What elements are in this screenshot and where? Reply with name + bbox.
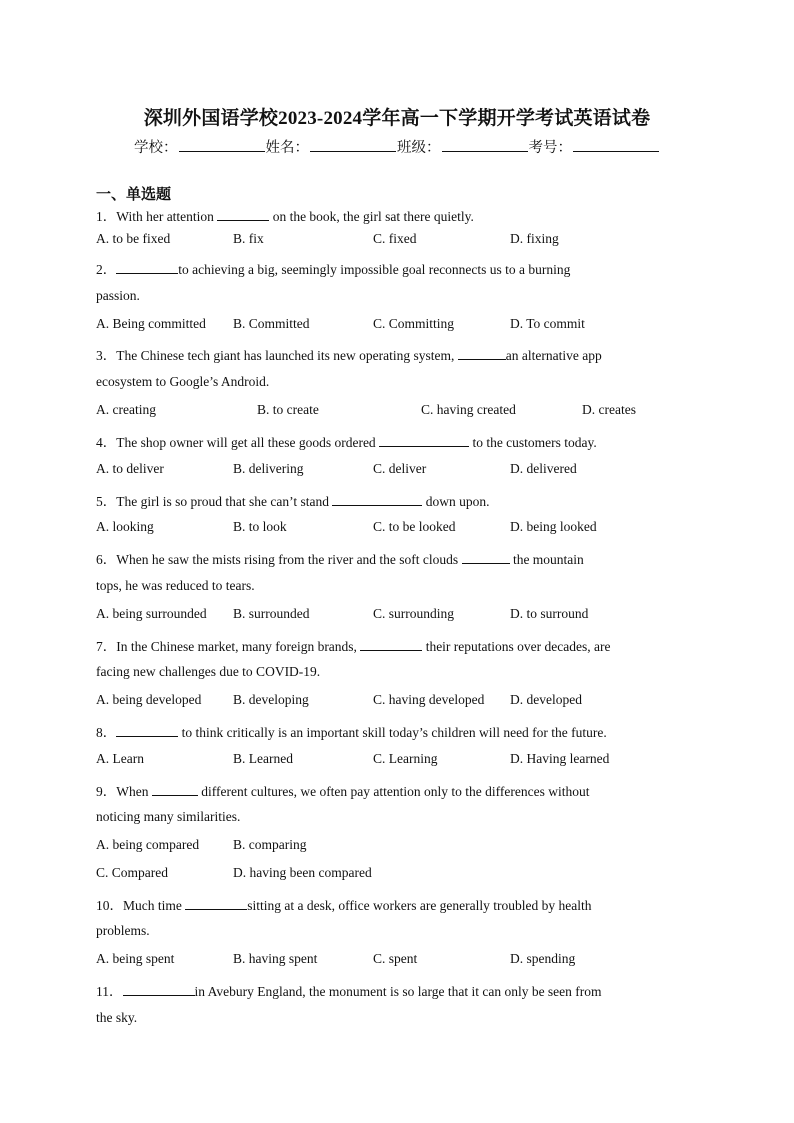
answer-blank: [217, 209, 269, 221]
question-text: to achieving a big, seemingly impossible goal reconnects us to a burning: [178, 262, 571, 277]
option-a[interactable]: A. being spent: [96, 951, 175, 966]
question-2-line-1: [96, 258, 694, 278]
school-label: 学校：: [134, 140, 178, 156]
question-5-line-1: [96, 490, 694, 510]
answer-blank: [123, 984, 195, 996]
option-b[interactable]: B. surrounded: [233, 606, 310, 621]
question-1-line-1: [96, 205, 694, 225]
question-6-line-2: tops, he was reduced to tears.: [96, 578, 255, 593]
option-a[interactable]: A. being developed: [96, 692, 202, 707]
question-2-line-2: passion.: [96, 288, 140, 303]
option-d[interactable]: D. To commit: [510, 316, 585, 331]
option-a[interactable]: A. Being committed: [96, 316, 206, 331]
option-c[interactable]: C. having developed: [373, 692, 485, 707]
option-a[interactable]: A. to be fixed: [96, 231, 171, 246]
question-text: 11．: [96, 984, 123, 999]
class-blank[interactable]: [442, 139, 528, 152]
option-b[interactable]: B. Committed: [233, 316, 310, 331]
question-text: 8．: [96, 725, 117, 740]
question-text: 10．Much time: [96, 898, 186, 913]
name-blank[interactable]: [310, 139, 396, 152]
option-c[interactable]: C. Learning: [373, 751, 438, 766]
option-d[interactable]: D. developed: [510, 692, 582, 707]
answer-blank: [152, 784, 198, 796]
question-10-line-1: [96, 894, 694, 914]
question-text: to think critically is an important skill today’s children will need for the future.: [178, 725, 607, 740]
option-a[interactable]: A. being surrounded: [96, 606, 207, 621]
answer-blank: [116, 725, 178, 737]
question-7-line-2: facing new challenges due to COVID-19.: [96, 664, 321, 679]
option-b[interactable]: B. comparing: [233, 837, 307, 852]
option-a[interactable]: A. looking: [96, 519, 154, 534]
option-d[interactable]: D. spending: [510, 951, 576, 966]
option-a[interactable]: A. creating: [96, 402, 156, 417]
option-d[interactable]: D. delivered: [510, 461, 577, 476]
number-blank[interactable]: [573, 139, 659, 152]
option-c[interactable]: C. Committing: [373, 316, 455, 331]
option-b[interactable]: B. delivering: [233, 461, 304, 476]
question-text: 6．When he saw the mists rising from the river and the soft clouds: [96, 552, 462, 567]
option-c[interactable]: C. having created: [421, 402, 516, 417]
question-8-line-1: [96, 721, 694, 741]
option-d[interactable]: D. fixing: [510, 231, 559, 246]
name-label: 姓名：: [265, 140, 309, 156]
question-text: on the book, the girl sat there quietly.: [269, 209, 474, 224]
option-a[interactable]: A. Learn: [96, 751, 144, 766]
question-4-line-1: [96, 431, 694, 451]
answer-blank: [462, 552, 510, 564]
option-a[interactable]: A. being compared: [96, 837, 200, 852]
option-d[interactable]: D. having been compared: [233, 865, 372, 880]
question-text: 3．The Chinese tech giant has launched its new operating system,: [96, 348, 458, 363]
option-c[interactable]: C. spent: [373, 951, 418, 966]
option-c[interactable]: C. Compared: [96, 865, 168, 880]
option-a[interactable]: A. to deliver: [96, 461, 164, 476]
question-11-line-1: [96, 980, 694, 1000]
question-text: their reputations over decades, are: [422, 639, 611, 654]
class-label: 班级：: [397, 140, 441, 156]
question-text: down upon.: [422, 494, 490, 509]
question-text: in Avebury England, the monument is so large that it can only be seen from: [194, 984, 602, 999]
answer-blank: [458, 348, 506, 360]
question-6-line-1: [96, 548, 694, 568]
student-info-line: [0, 136, 794, 157]
option-d[interactable]: D. being looked: [510, 519, 597, 534]
answer-blank: [332, 494, 422, 506]
answer-blank: [360, 639, 422, 651]
question-text: 5．The girl is so proud that she can’t stand: [96, 494, 333, 509]
question-7-line-1: [96, 635, 694, 655]
number-label: 考号：: [528, 140, 572, 156]
question-3-line-1: [96, 344, 694, 364]
question-text: 7．In the Chinese market, many foreign brands,: [96, 639, 361, 654]
question-text: different cultures, we often pay attention only to the differences without: [197, 784, 590, 799]
option-c[interactable]: C. to be looked: [373, 519, 456, 534]
school-blank[interactable]: [179, 139, 265, 152]
option-c[interactable]: C. fixed: [373, 231, 417, 246]
answer-blank: [379, 435, 469, 447]
option-b[interactable]: B. to look: [233, 519, 287, 534]
option-b[interactable]: B. having spent: [233, 951, 318, 966]
answer-blank: [185, 898, 247, 910]
question-text: to the customers today.: [469, 435, 597, 450]
question-text: 1．With her attention: [96, 209, 218, 224]
question-text: 2．: [96, 262, 117, 277]
question-10-line-2: problems.: [96, 923, 150, 938]
option-b[interactable]: B. to create: [257, 402, 319, 417]
option-b[interactable]: B. Learned: [233, 751, 293, 766]
question-text: an alternative app: [505, 348, 602, 363]
option-c[interactable]: C. deliver: [373, 461, 427, 476]
question-9-line-2: noticing many similarities.: [96, 809, 241, 824]
question-text: 4．The shop owner will get all these goods ordered: [96, 435, 380, 450]
option-d[interactable]: D. creates: [582, 402, 636, 417]
option-c[interactable]: C. surrounding: [373, 606, 454, 621]
answer-blank: [116, 262, 178, 274]
question-11-line-2: the sky.: [96, 1010, 138, 1025]
section-heading: 一、单选题: [96, 185, 172, 203]
option-b[interactable]: B. fix: [233, 231, 264, 246]
option-d[interactable]: D. Having learned: [510, 751, 610, 766]
page-title: 深圳外国语学校2023-2024学年高一下学期开学考试英语试卷: [143, 108, 651, 129]
question-3-line-2: ecosystem to Google’s Android.: [96, 374, 270, 389]
question-text: sitting at a desk, office workers are generally troubled by health: [247, 898, 592, 913]
question-9-line-1: [96, 780, 694, 800]
question-text: 9．When: [96, 784, 152, 799]
option-d[interactable]: D. to surround: [510, 606, 589, 621]
question-text: the mountain: [509, 552, 584, 567]
option-b[interactable]: B. developing: [233, 692, 309, 707]
